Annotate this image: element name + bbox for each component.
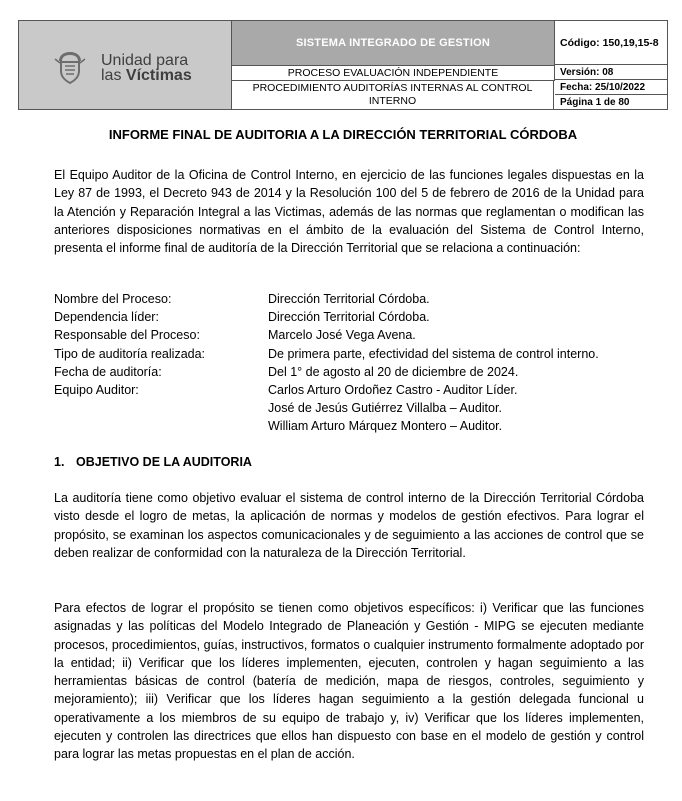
detail-row <box>54 308 654 326</box>
detail-value: José de Jesús Gutiérrez Villalba – Auditor. <box>268 401 502 416</box>
code-cell: Código: 150,19,15-8 <box>555 21 667 65</box>
system-cell: SISTEMA INTEGRADO DE GESTION <box>232 21 555 66</box>
detail-key: Tipo de auditoría realizada: <box>54 346 206 361</box>
detail-value: Marcelo José Vega Avena. <box>268 328 416 343</box>
detail-row <box>54 345 654 363</box>
detail-row <box>54 363 654 381</box>
logo-line2 <box>101 68 192 83</box>
logo-line2-prefix: las <box>101 67 126 84</box>
detail-key: Nombre del Proceso: <box>54 292 172 306</box>
audit-details-list <box>54 290 654 436</box>
detail-key: Fecha de auditoría: <box>54 364 162 379</box>
detail-value: William Arturo Márquez Montero – Auditor. <box>268 419 503 434</box>
page-number-cell <box>555 96 667 109</box>
intro-paragraph: El Equipo Auditor de la Oficina de Control Interno, en ejercicio de las funciones legales dispuestas en la Ley 87 de 1993, el Decreto 943 de 2014 y la Resolución 100 del 5 de febrero de 2016 de la Unidad para la Atención y Reparación Integral a las Victimas, además de las normas que reglamentan o modifican las anteriores disposiciones normativas en el ámbito de la evaluación del Sistema de Control Interno, presenta el informe final de auditoría de la Dirección Territorial que se relaciona a continuación: <box>54 168 644 256</box>
report-title: INFORME FINAL DE AUDITORIA A LA DIRECCIÓN TERRITORIAL CÓRDOBA <box>108 127 578 142</box>
page-total: 80 <box>618 97 630 108</box>
document-header-table <box>18 20 668 110</box>
detail-row <box>54 290 654 308</box>
section-number: 1. <box>54 455 65 469</box>
page-of: de <box>601 97 619 108</box>
detail-row <box>54 381 654 399</box>
procedure-cell: PROCEDIMIENTO AUDITORÍAS INTERNAS AL CONTROL INTERNO <box>232 81 554 109</box>
detail-value: De primera parte, efectividad del sistema de control interno. <box>268 346 599 361</box>
detail-row <box>54 417 654 435</box>
date-cell: Fecha: 25/10/2022 <box>555 81 667 95</box>
logo-wordmark <box>101 53 192 83</box>
specific-objectives-paragraph: Para efectos de lograr el propósito se tienen como objetivos específicos: i) Verificar que las funciones asignadas y las políticas del Modelo Integrado de Planeación y Gestión - MIPG se ejecuten mediante procesos, procedimientos, guías, instructivos, formatos o cualquier instrumento formalmente adoptado por la entidad; ii) Verificar que los líderes implementen, ejecuten, controlen y hagan seguimiento a las herramientas básicas de control (batería de medición, mapa de riesgos, controles, seguimiento y mejoramiento); iii) Verificar que los líderes hagan seguimiento a la gestión delegada funcional u operativamente a los miembros de su equipo de trabajo y, iv) Verificar que los líderes implementen, ejecuten y controlen las directrices que ellos han dispuesto con base en el modelo de gestión y control para lograr las metas propuestas en el plan de acción. <box>54 601 644 762</box>
section-title: OBJETIVO DE LA AUDITORIA <box>76 455 252 469</box>
logo-cell <box>19 21 232 109</box>
detail-value: Del 1° de agosto al 20 de diciembre de 2024. <box>268 364 519 379</box>
section-heading <box>54 455 252 469</box>
detail-value: Carlos Arturo Ordoñez Castro - Auditor Líder. <box>268 382 518 397</box>
coat-of-arms-icon <box>53 49 87 85</box>
detail-value: Dirección Territorial Córdoba. <box>268 310 430 325</box>
detail-key: Dependencia líder: <box>54 310 159 325</box>
version-cell: Versión: 08 <box>555 66 667 80</box>
detail-row <box>54 399 654 417</box>
process-cell: PROCESO EVALUACIÓN INDEPENDIENTE <box>232 66 555 81</box>
page-label: Página <box>560 97 596 108</box>
page-current: 1 <box>595 97 602 108</box>
detail-row <box>54 326 654 344</box>
logo-line1: Unidad para <box>101 52 189 69</box>
objective-paragraph: La auditoría tiene como objetivo evaluar el sistema de control interno de la Dirección Territorial Córdoba visto desde el logro de metas, la aplicación de normas y modelos de gestión efectivos. Para lograr el propósito, se examinan los aspectos comunicacionales y de seguimiento a las acciones de control que se deben realizar de conformidad con la naturaleza de la Dirección Territorial. <box>54 491 644 560</box>
detail-key: Responsable del Proceso: <box>54 328 200 343</box>
detail-key: Equipo Auditor: <box>54 382 139 397</box>
detail-value: Dirección Territorial Córdoba. <box>268 292 430 306</box>
logo-line2-bold: Víctimas <box>125 67 192 84</box>
